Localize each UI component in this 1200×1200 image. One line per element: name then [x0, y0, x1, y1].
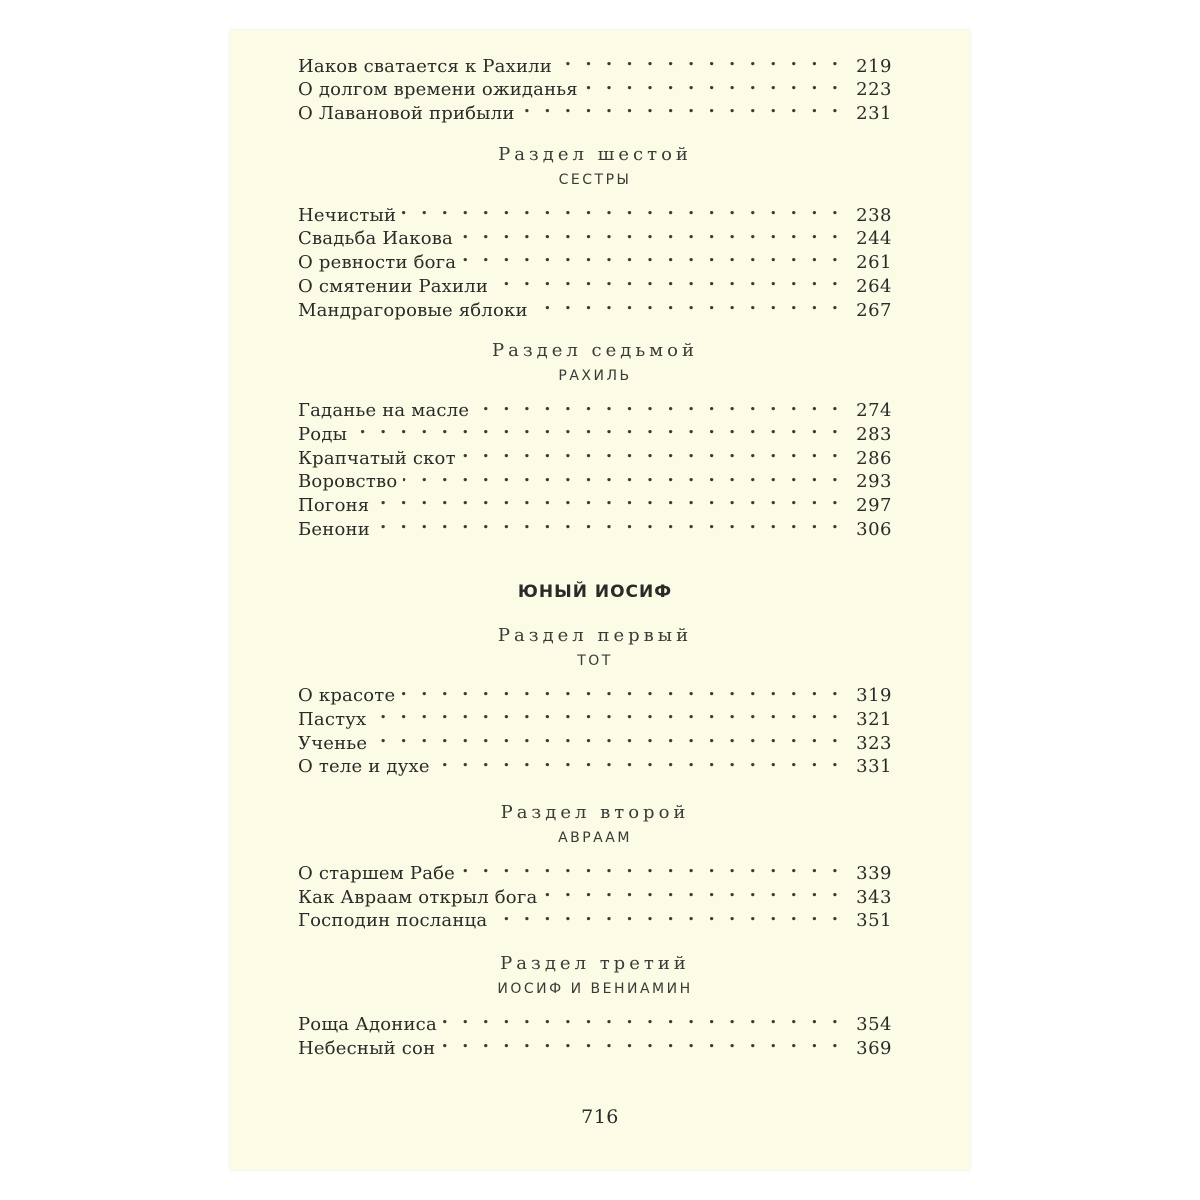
toc-entry — [298, 393, 892, 422]
dot-leader — [403, 464, 842, 488]
section-subtitle: ТОТ — [577, 652, 613, 669]
toc-entry — [298, 749, 892, 778]
toc-entry-title: Пастух — [298, 709, 367, 730]
section-heading: Раздел третий — [500, 953, 690, 975]
toc-entry-page: 323 — [856, 732, 892, 754]
dot-leader — [475, 393, 842, 417]
toc-entry — [298, 440, 892, 469]
dot-leader — [534, 292, 842, 316]
toc-entry — [298, 725, 892, 754]
toc-entry-title: Господин посланца — [298, 910, 488, 932]
toc-entry-title: Роды — [298, 423, 348, 445]
toc-entry-page: 343 — [856, 886, 892, 908]
toc-entry — [298, 1006, 892, 1036]
toc-entry-page: 321 — [856, 709, 892, 730]
part-title: ЮНЫЙ ИОСИФ — [517, 581, 673, 602]
dot-leader — [558, 48, 842, 72]
toc-entry-page: 274 — [856, 400, 892, 422]
toc-entry-title: Нечистый — [298, 204, 397, 226]
toc-group-section6 — [298, 197, 892, 321]
toc-entry-page: 283 — [856, 423, 892, 445]
dot-leader — [373, 725, 842, 749]
toc-entry-title: О Лавановой прибыли — [298, 103, 515, 125]
dot-leader — [441, 1030, 842, 1054]
section-subtitle: АВРААМ — [558, 830, 632, 847]
dot-leader — [461, 855, 842, 879]
toc-entry-page: 339 — [856, 863, 892, 885]
toc-entry-page: 319 — [856, 685, 892, 707]
table-of-contents — [298, 48, 892, 1059]
toc-entry-title: Роща Адониса — [298, 1014, 437, 1036]
toc-entry-title: О красоте — [298, 685, 396, 707]
toc-entry-title: О смятении Рахили — [298, 275, 489, 297]
dot-leader — [494, 268, 842, 292]
toc-entry-page: 238 — [856, 204, 892, 226]
dot-leader — [376, 511, 842, 535]
toc-entry-page: 369 — [856, 1037, 892, 1059]
toc-entry-title: О теле и духе — [298, 756, 430, 778]
toc-entry-page: 223 — [856, 79, 892, 101]
toc-entry-title: Иаков сватается к Рахили — [298, 55, 552, 77]
toc-entry-title: Погоня — [298, 494, 370, 516]
dot-leader — [459, 221, 842, 245]
toc-entry-page: 219 — [856, 55, 892, 77]
toc-group-top — [298, 48, 892, 125]
toc-entry-page: 231 — [856, 103, 892, 125]
section-heading: Раздел второй — [500, 802, 690, 824]
section-heading: Раздел первый — [497, 624, 693, 646]
toc-entry-page: 306 — [856, 518, 892, 540]
toc-entry — [298, 48, 892, 77]
toc-entry — [298, 855, 892, 885]
toc-entry-page: 286 — [856, 447, 892, 469]
dot-leader — [443, 1006, 842, 1030]
section-subtitle: ИОСИФ И ВЕНИАМИН — [497, 981, 693, 998]
dot-leader — [521, 95, 842, 119]
toc-entry-title: Воровство — [298, 471, 398, 493]
dot-leader — [375, 487, 842, 511]
toc-entry-title: Свадьба Иакова — [298, 228, 453, 250]
toc-entry-page: 244 — [856, 228, 892, 250]
dot-leader — [462, 244, 842, 268]
toc-entry-title: О долгом времени ожиданья — [298, 79, 578, 101]
toc-entry-title: Небесный сон — [298, 1037, 436, 1059]
toc-entry-title: Бенони — [298, 518, 370, 540]
page-number: 716 — [581, 1106, 619, 1128]
toc-entry-page: 354 — [856, 1014, 892, 1036]
toc-group-section7 — [298, 393, 892, 540]
dot-leader — [401, 678, 842, 702]
toc-entry-page: 261 — [856, 252, 892, 274]
dot-leader — [493, 903, 842, 927]
toc-entry — [298, 416, 892, 445]
toc-entry-title: О старшем Рабе — [298, 863, 456, 885]
dot-leader — [353, 416, 842, 440]
toc-entry — [298, 197, 892, 226]
toc-entry-title: О ревности бога — [298, 252, 457, 274]
section-subtitle: РАХИЛЬ — [558, 367, 632, 384]
toc-entry-title: Крапчатый скот — [298, 447, 456, 469]
dot-leader — [462, 440, 842, 464]
toc-entry — [298, 678, 892, 707]
toc-entry-title: Как Авраам открыл бога — [298, 886, 538, 908]
toc-group-part-section2 — [298, 855, 892, 932]
toc-entry-page: 264 — [856, 275, 892, 297]
section-subtitle: СЕСТРЫ — [558, 172, 632, 189]
toc-entry-page: 297 — [856, 494, 892, 516]
toc-entry-title: Мандрагоровые яблоки — [298, 299, 528, 321]
dot-leader — [372, 701, 842, 725]
toc-entry — [298, 487, 892, 516]
toc-entry-page: 351 — [856, 910, 892, 932]
section-heading: Раздел седьмой — [491, 339, 698, 361]
toc-entry-title: Ученье — [298, 732, 368, 754]
dot-leader — [584, 72, 842, 96]
toc-entry-title: Гаданье на масле — [298, 400, 470, 422]
toc-entry-page: 331 — [856, 756, 892, 778]
toc-group-part-section3 — [298, 1006, 892, 1059]
toc-entry-page: 267 — [856, 299, 892, 321]
book-page — [230, 30, 970, 1170]
section-heading: Раздел шестой — [498, 144, 692, 166]
toc-entry — [298, 701, 892, 730]
dot-leader — [402, 197, 842, 221]
dot-leader — [543, 879, 842, 903]
dot-leader — [436, 749, 842, 773]
toc-entry-page: 293 — [856, 471, 892, 493]
toc-group-part-section1 — [298, 678, 892, 778]
toc-entry — [298, 511, 892, 540]
